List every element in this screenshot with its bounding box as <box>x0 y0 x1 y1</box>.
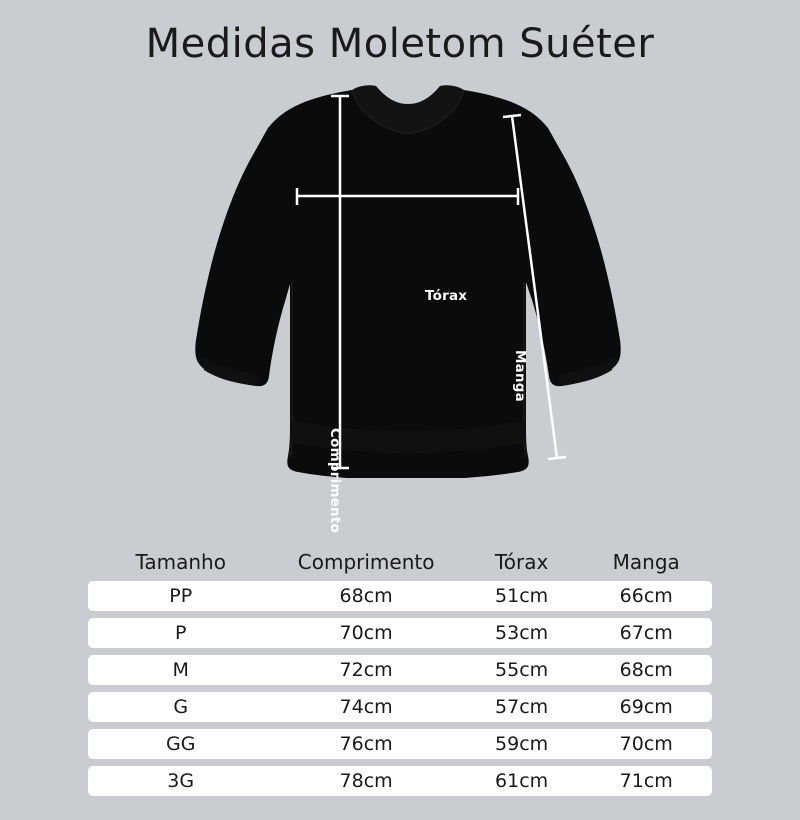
size-name: G <box>173 696 189 718</box>
table-row <box>88 766 712 796</box>
table-header-row <box>88 543 712 581</box>
manga-label: Manga <box>512 350 528 402</box>
size-name: M <box>172 659 189 681</box>
size-comprimento: 74cm <box>339 696 393 718</box>
size-manga: 66cm <box>619 585 673 607</box>
table-row <box>88 729 712 759</box>
size-comprimento: 76cm <box>339 733 393 755</box>
size-torax: 53cm <box>495 622 549 644</box>
sweatshirt-shape <box>195 85 620 478</box>
size-manga: 67cm <box>619 622 673 644</box>
size-name: PP <box>169 585 193 607</box>
size-name: P <box>174 622 187 644</box>
column-header-manga: Manga <box>612 550 680 574</box>
size-comprimento: 68cm <box>339 585 393 607</box>
size-torax: 51cm <box>495 585 549 607</box>
size-torax: 55cm <box>495 659 549 681</box>
page-title: Medidas Moletom Suéter <box>145 21 655 67</box>
sweatshirt-illustration <box>0 68 800 478</box>
size-table <box>88 543 712 803</box>
table-row <box>88 581 712 611</box>
size-torax: 59cm <box>495 733 549 755</box>
column-header-torax: Tórax <box>494 550 549 574</box>
size-manga: 69cm <box>619 696 673 718</box>
table-row <box>88 618 712 648</box>
column-header-comprimento: Comprimento <box>297 550 435 574</box>
comprimento-label: Comprimento <box>327 428 343 533</box>
size-torax: 57cm <box>495 696 549 718</box>
table-row <box>88 692 712 722</box>
size-comprimento: 70cm <box>339 622 393 644</box>
size-name: GG <box>165 733 196 755</box>
size-manga: 70cm <box>619 733 673 755</box>
table-row <box>88 655 712 685</box>
garment-diagram <box>0 68 800 533</box>
size-comprimento: 78cm <box>339 770 393 792</box>
size-comprimento: 72cm <box>339 659 393 681</box>
size-manga: 71cm <box>619 770 673 792</box>
size-manga: 68cm <box>619 659 673 681</box>
size-torax: 61cm <box>495 770 549 792</box>
size-name: 3G <box>167 770 195 792</box>
torax-label: Tórax <box>425 288 468 304</box>
column-header-tamanho: Tamanho <box>135 550 226 574</box>
